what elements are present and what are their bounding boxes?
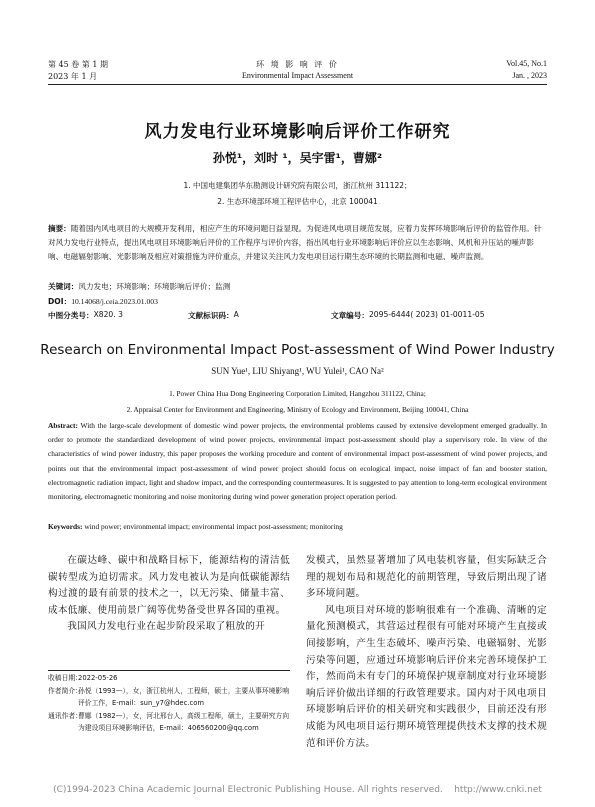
abstract-en-label: Abstract: (48, 421, 78, 430)
title-cn: 风力发电行业环境影响后评价工作研究 (144, 122, 451, 142)
abstract-en-text: With the large-scale development of domestic wind power projects, the environmental problems caused by extensive development emerged gradually. In order to promote the standardized development of wind power projects, environmental impact post-assessment should play a supervisory role. In view of the characteristics of wind power industry, this paper proposes the working procedure and content of environmental impact post-assessment of wind power projects, and points out that the environmental impact post-assessment of wind power project should focus on ecological impact, noise impact of fan and booster station, electromagnetic radiation impact, light and shadow impact, and the corresponding countermeasures. It is suggested to pay attention to long-term ecological environment monitoring, electromagnetic monitoring and noise monitoring during wind power generation project operation period. (48, 421, 548, 502)
author-bio-label: 作者简介： (48, 686, 82, 695)
header-date: 2023 年 1 月 (48, 72, 98, 81)
footnote-received (48, 672, 290, 685)
author-bio-text: 孙悦（1993—），女，浙江杭州人，工程师，硕士，主要从事环境影响评价工作，E-mail：sun_y7@hdec.com (78, 686, 290, 708)
received-label: 收稿日期： (48, 674, 82, 682)
body-paragraph: 在碳达峰、碳中和战略目标下，能源结构的清洁低碳转型成为迫切需求。风力发电被认为是向低碳能源结构过渡的最有前景的技术之一，以无污染、储量丰富、成本低廉、使用前景广阔等优势备受世界各国的重视。 (48, 555, 290, 616)
abstract-cn-label: 摘要： (48, 224, 71, 233)
body-right-column (306, 553, 547, 752)
body-paragraph: 发模式，虽然显著增加了风电装机容量，但实际缺乏合理的规划布局和规范化的前期管理，导致后期出现了诸多环境问题。 (306, 555, 547, 600)
footnote-rule (48, 670, 290, 671)
authors-cn: 孙悦¹，刘时 ¹，吴宇雷¹，曹娜² (212, 151, 383, 165)
keywords-cn-label: 关键词： (48, 282, 79, 291)
header-volume-en: Vol.45, No.1 (506, 59, 547, 68)
keywords-en (48, 520, 547, 534)
body-paragraph: 我国风力发电行业在起步阶段采取了粗放的开 (67, 621, 266, 633)
corresponding-label: 通讯作者： (48, 711, 82, 720)
header-rule (48, 84, 547, 85)
footnote (48, 672, 290, 735)
received-date: 2022-05-26 (78, 674, 118, 682)
title-en: Research on Environmental Impact Post-assessment of Wind Power Industry (40, 342, 555, 358)
abstract-cn-text: 随着国内风电项目的大规模开发利用，相应产生的环境问题日益显现。为促进风电项目规范发展，应着力发挥环境影响后评价的监管作用。针对风力发电行业特点，提出风电项目环境影响后评价的工作程序与评价内容，指出风电行业环境影响后评价应以生态影响、风机和升压站的噪声影响、电磁辐射影响、光影影响及相应对策措施为评价重点，并建议关注风力发电项目运行期生态环境的长期监测和电磁、噪声监测。 (48, 224, 542, 262)
header-journal-cn: 环 境 影 响 评 价 (256, 60, 339, 69)
article-no-value: 2095-6444( 2023) 01-0011-05 (368, 310, 485, 319)
affiliation-cn-2: 2. 生态环境部环境工程评估中心，北京 100041 (217, 197, 378, 206)
keywords-cn (48, 280, 547, 294)
keywords-cn-text: 风力发电；环境影响；环境影响后评价；监测 (78, 282, 231, 291)
article-no-label: 文章编号： (331, 311, 369, 320)
authors-en: SUN Yue¹, LIU Shiyang¹, WU Yulei¹, CAO Na² (211, 366, 384, 376)
doc-code-label: 文献标识码： (188, 311, 234, 320)
affiliation-en-2: 2. Appraisal Center for Environment and Engineering, Ministry of Ecology and Environment, Beijing 100041, China (126, 405, 469, 414)
clc-value: X820. 3 (93, 310, 123, 319)
doi-label: DOI： (48, 297, 72, 306)
abstract-cn (48, 222, 547, 265)
header-volume-issue: 第 45 卷 第 1 期 (48, 60, 108, 69)
corresponding-text: 曹娜（1982—），女，河北邢台人，高级工程师，硕士，主要研究方向为建设项目环境影响评估，E-mail：406560200@qq.com (78, 711, 290, 733)
keywords-en-label: Keywords: (48, 522, 83, 531)
copyright-footer: (C)1994-2023 China Academic Journal Electronic Publishing House. All rights reserved. http://www.cnki.net (53, 785, 542, 795)
abstract-en (48, 419, 547, 504)
affiliation-cn-1: 1. 中国电建集团华东勘测设计研究院有限公司，浙江杭州 311122； (183, 181, 412, 190)
body-paragraph: 风电项目对环境的影响很难有一个准确、清晰的定量化预测模式，其营运过程很有可能对环境产生直接或间接影响，产生生态破坏、噪声污染、电磁辐射、光影污染等问题，应通过环境影响后评价来完善环境保护工作，然而尚未有专门的环境保护规章制度对行业环境影响后评价做出详细的行政管理要求。国内对于风电项目环境影响后评价的相关研究和实践很少，目前还没有形成能为风电项目运行期环境管理提供技术支撑的技术规范和评价方法。 (306, 604, 547, 749)
header-journal-en: Environmental Impact Assessment (241, 71, 354, 80)
footnote-author-bio (48, 685, 290, 710)
doi (48, 295, 547, 309)
keywords-en-text: wind power; environmental impact; environmental impact post-assessment; monitoring (84, 522, 343, 531)
doi-text: 10.14068/j.ceia.2023.01.003 (71, 297, 158, 306)
affiliation-en-1: 1. Power China Hua Dong Engineering Corporation Limited, Hangzhou 311122, China; (169, 389, 426, 398)
clc-label: 中图分类号： (48, 311, 94, 320)
header-date-en: Jan. , 2023 (512, 71, 547, 80)
body-left-column (48, 553, 290, 636)
doc-code-value: A (233, 310, 239, 319)
footnote-corresponding-author (48, 710, 290, 735)
